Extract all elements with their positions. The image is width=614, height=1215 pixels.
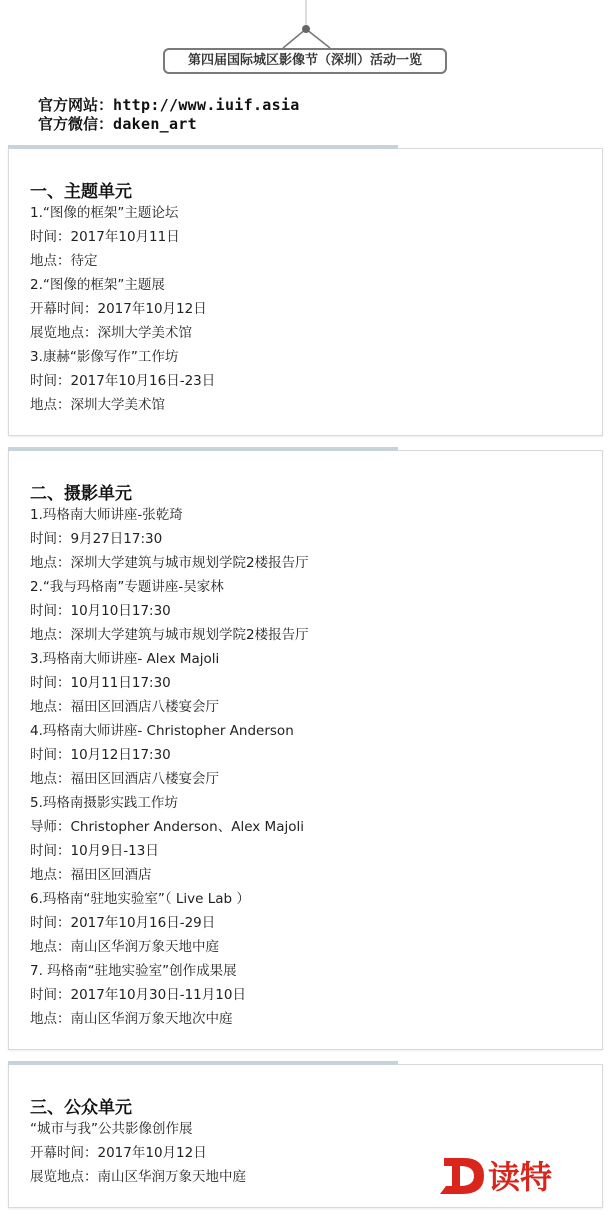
- list-item: 1.“图像的框架”主题论坛: [30, 205, 179, 221]
- list-item: 开幕时间：2017年10月12日: [30, 1145, 207, 1161]
- list-item: 地点：待定: [30, 253, 98, 269]
- list-item: 展览地点：深圳大学美术馆: [30, 325, 192, 341]
- wechat-id: daken_art: [113, 115, 197, 133]
- list-item: 3.康赫“影像写作”工作坊: [30, 349, 179, 365]
- page-title: 第四届国际城区影像节（深圳）活动一览: [163, 48, 447, 74]
- list-item: 导师：Christopher Anderson、Alex Majoli: [30, 819, 304, 835]
- list-item: 地点：福田区回酒店八楼宴会厅: [30, 699, 219, 715]
- list-item: 7. 玛格南“驻地实验室”创作成果展: [30, 963, 237, 979]
- wechat-label: 官方微信：: [38, 115, 114, 133]
- list-item: 地点：深圳大学美术馆: [30, 397, 165, 413]
- list-item: 5.玛格南摄影实践工作坊: [30, 795, 178, 811]
- section-heading: 三、公众单元: [30, 1098, 132, 1118]
- website-row: [38, 95, 300, 115]
- list-item: 2.“我与玛格南”专题讲座-吴家林: [30, 579, 224, 595]
- section-heading: 一、主题单元: [30, 182, 132, 202]
- list-item: 6.玛格南“驻地实验室”（ Live Lab ）: [30, 891, 250, 907]
- card-accent-bar: [8, 1061, 398, 1065]
- list-item: 2.“图像的框架”主题展: [30, 277, 165, 293]
- list-item: 展览地点：南山区华润万象天地中庭: [30, 1169, 246, 1185]
- list-item: 地点：深圳大学建筑与城市规划学院2楼报告厅: [30, 555, 309, 571]
- section-lines: [30, 503, 309, 1031]
- list-item: 时间：2017年10月16日-23日: [30, 373, 216, 389]
- list-item: 1.玛格南大师讲座-张乾琦: [30, 507, 183, 523]
- list-item: 地点：福田区回酒店八楼宴会厅: [30, 771, 219, 787]
- list-item: 时间：10月9日-13日: [30, 843, 159, 859]
- list-item: 时间：9月27日17:30: [30, 531, 163, 547]
- logo-text: 读特: [488, 1158, 553, 1196]
- list-item: 地点：南山区华润万象天地中庭: [30, 939, 219, 955]
- list-item: 时间：10月11日17:30: [30, 675, 171, 691]
- list-item: 3.玛格南大师讲座- Alex Majoli: [30, 651, 220, 667]
- section-lines: [30, 1117, 246, 1189]
- list-item: 地点：福田区回酒店: [30, 867, 152, 883]
- list-item: “城市与我”公共影像创作展: [30, 1121, 193, 1137]
- card-accent-bar: [8, 447, 398, 451]
- list-item: 4.玛格南大师讲座- Christopher Anderson: [30, 723, 294, 739]
- section-lines: [30, 201, 215, 417]
- section-card-photography: [8, 450, 603, 1050]
- list-item: 地点：南山区华润万象天地次中庭: [30, 1011, 233, 1027]
- hanger-icon: [0, 0, 614, 50]
- section-heading: 二、摄影单元: [30, 484, 132, 504]
- section-card-theme: [8, 148, 603, 436]
- card-accent-bar: [8, 145, 398, 149]
- list-item: 开幕时间：2017年10月12日: [30, 301, 207, 317]
- list-item: 地点：深圳大学建筑与城市规划学院2楼报告厅: [30, 627, 309, 643]
- duote-logo-icon: [438, 1150, 573, 1198]
- list-item: 时间：10月10日17:30: [30, 603, 171, 619]
- list-item: 时间：2017年10月16日-29日: [30, 915, 216, 931]
- list-item: 时间：2017年10月11日: [30, 229, 180, 245]
- website-link[interactable]: http://www.iuif.asia: [113, 96, 300, 114]
- list-item: 时间：2017年10月30日-11月10日: [30, 987, 246, 1003]
- wechat-row: [38, 114, 197, 134]
- list-item: 时间：10月12日17:30: [30, 747, 171, 763]
- website-label: 官方网站：: [38, 96, 114, 114]
